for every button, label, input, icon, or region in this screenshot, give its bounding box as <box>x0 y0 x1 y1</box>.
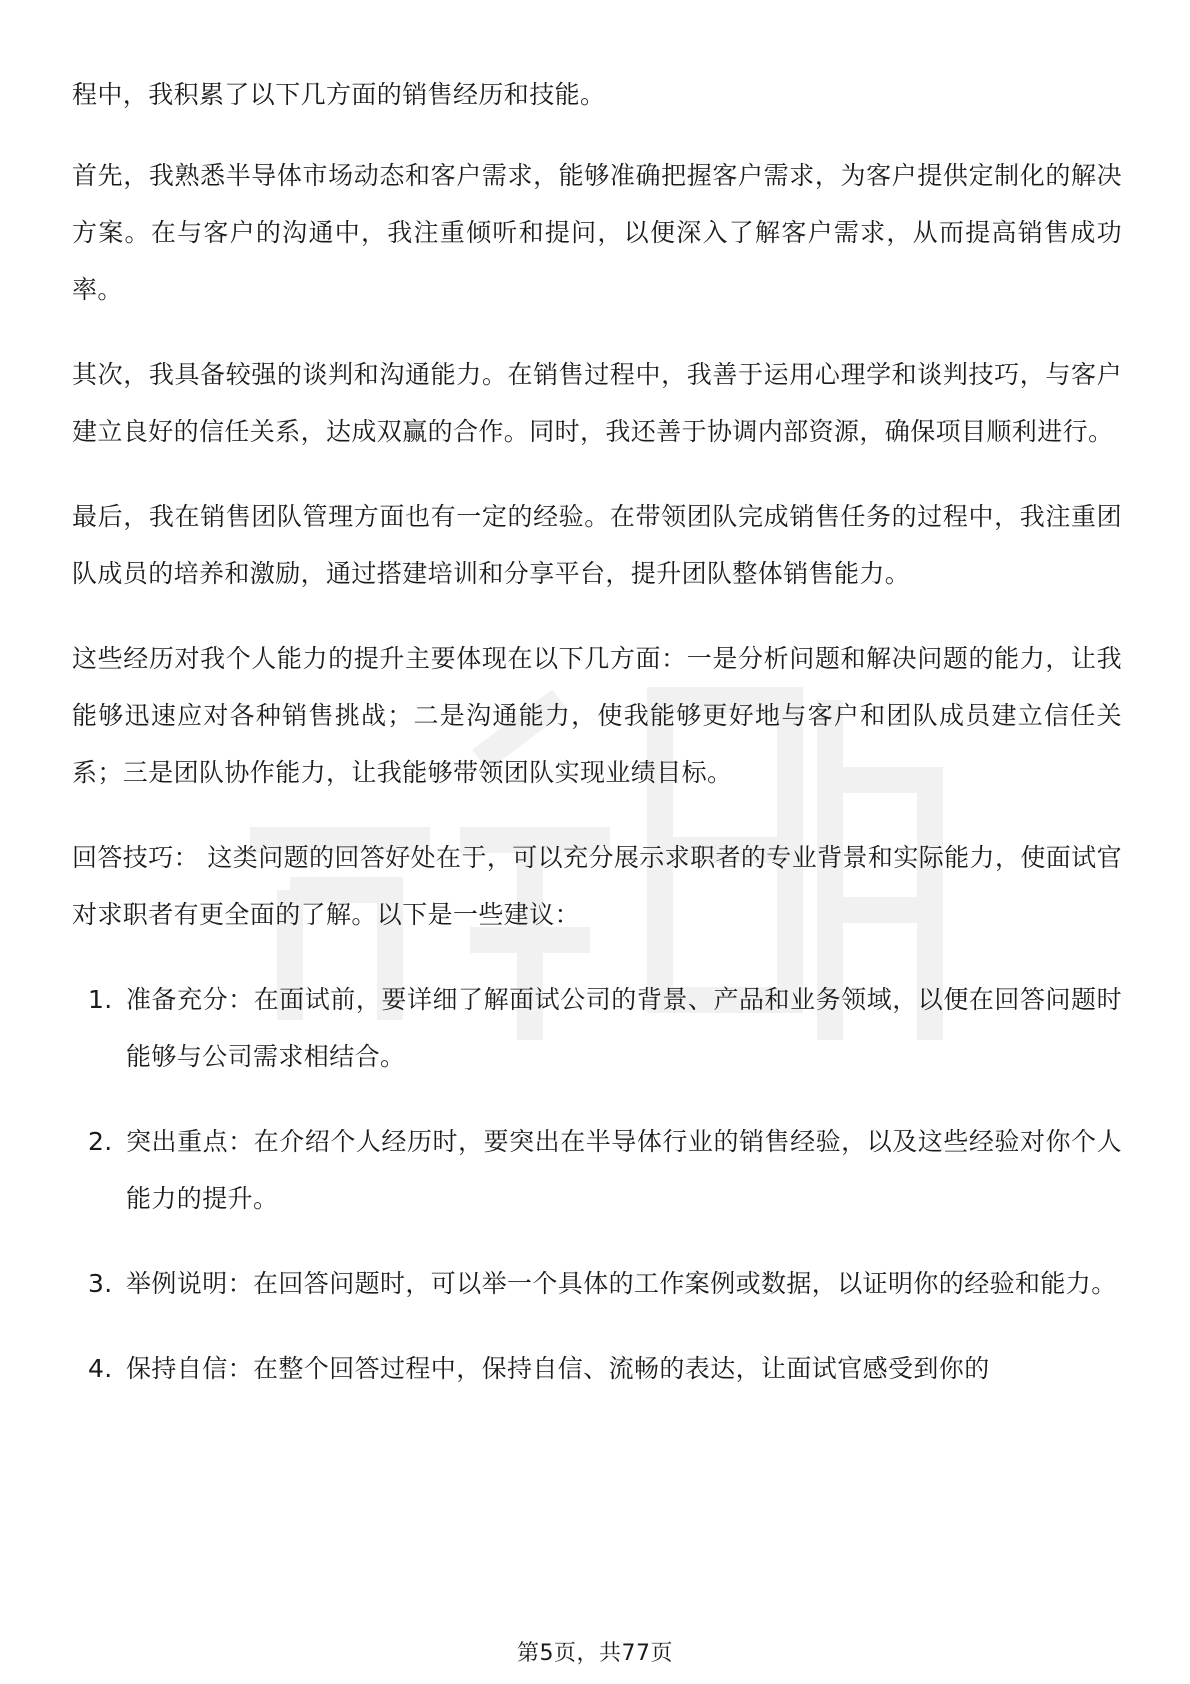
page-footer: 第5页，共77页 <box>517 1641 673 1666</box>
paragraph-intro: 程中，我积累了以下几方面的销售经历和技能。 <box>72 80 606 109</box>
tips-list <box>72 971 1122 1397</box>
list-item <box>72 1255 1122 1312</box>
list-item-text: 保持自信：在整个回答过程中，保持自信、流畅的表达，让面试官感受到你的 <box>126 1354 990 1383</box>
list-item-number: 3. <box>88 1269 113 1298</box>
document-body <box>72 66 1122 1425</box>
list-item-text: 举例说明：在回答问题时，可以举一个具体的工作案例或数据，以证明你的经验和能力。 <box>126 1269 1117 1298</box>
paragraph-second-point: 其次，我具备较强的谈判和沟通能力。在销售过程中，我善于运用心理学和谈判技巧，与客户建立良好的信任关系，达成双赢的合作。同时，我还善于协调内部资源，确保项目顺利进行。 <box>72 360 1122 446</box>
list-item <box>72 971 1122 1085</box>
paragraph-summary: 这些经历对我个人能力的提升主要体现在以下几方面：一是分析问题和解决问题的能力，让我能够迅速应对各种销售挑战；二是沟通能力，使我能够更好地与客户和团队成员建立信任关系；三是团队协作能力，让我能够带领团队实现业绩目标。 <box>72 644 1122 787</box>
list-item <box>72 1340 1122 1397</box>
list-item-text: 准备充分：在面试前，要详细了解面试公司的背景、产品和业务领域，以便在回答问题时能够与公司需求相结合。 <box>126 985 1122 1071</box>
list-item-number: 2. <box>88 1127 113 1156</box>
list-item-number: 4. <box>88 1354 113 1383</box>
paragraph-first-point: 首先，我熟悉半导体市场动态和客户需求，能够准确把握客户需求，为客户提供定制化的解决方案。在与客户的沟通中，我注重倾听和提问，以便深入了解客户需求，从而提高销售成功率。 <box>72 161 1122 304</box>
list-item <box>72 1113 1122 1227</box>
list-item-text: 突出重点：在介绍个人经历时，要突出在半导体行业的销售经验，以及这些经验对你个人能力的提升。 <box>126 1127 1122 1213</box>
list-item-number: 1. <box>88 985 113 1014</box>
paragraph-answer-tips: 回答技巧： 这类问题的回答好处在于，可以充分展示求职者的专业背景和实际能力，使面试官对求职者有更全面的了解。以下是一些建议： <box>72 843 1122 929</box>
paragraph-third-point: 最后，我在销售团队管理方面也有一定的经验。在带领团队完成销售任务的过程中，我注重团队成员的培养和激励，通过搭建培训和分享平台，提升团队整体销售能力。 <box>72 502 1122 588</box>
